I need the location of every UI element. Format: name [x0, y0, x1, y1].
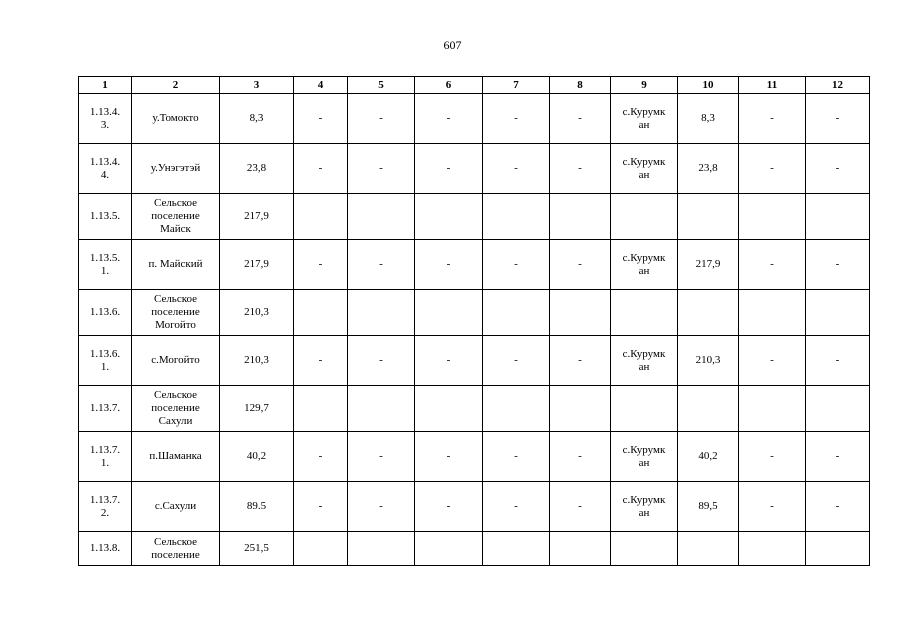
- column-header-3: 3: [220, 77, 294, 94]
- table-cell-col-10: 210,3: [678, 336, 739, 386]
- table-row: [79, 290, 870, 336]
- table-cell-col-1: 1.13.7. 2.: [79, 482, 132, 532]
- table-cell-col-3: 40,2: [220, 432, 294, 482]
- table-cell-col-8: -: [550, 94, 611, 144]
- table-cell-col-7: [483, 386, 550, 432]
- table-cell-col-1: 1.13.4. 3.: [79, 94, 132, 144]
- table-cell-col-4: -: [294, 144, 348, 194]
- table-cell-col-11: -: [739, 432, 806, 482]
- table-cell-col-9: с.Курумк ан: [611, 336, 678, 386]
- table-cell-col-12: [806, 386, 870, 432]
- table-cell-col-2: у.Унэгэтэй: [132, 144, 220, 194]
- table-cell-col-11: -: [739, 482, 806, 532]
- table-cell-col-9: с.Курумк ан: [611, 482, 678, 532]
- table-cell-col-5: [348, 290, 415, 336]
- table-cell-col-9: [611, 194, 678, 240]
- table-cell-col-3: 217,9: [220, 240, 294, 290]
- table-row: [79, 194, 870, 240]
- table-cell-col-3: 8,3: [220, 94, 294, 144]
- table-cell-col-7: -: [483, 336, 550, 386]
- table-cell-col-8: -: [550, 144, 611, 194]
- table-cell-col-9: [611, 532, 678, 566]
- table-cell-col-8: [550, 386, 611, 432]
- table-cell-col-4: [294, 194, 348, 240]
- table-cell-col-1: 1.13.5.: [79, 194, 132, 240]
- table-cell-col-10: [678, 194, 739, 240]
- table-cell-col-7: -: [483, 144, 550, 194]
- table-cell-col-5: -: [348, 482, 415, 532]
- table-cell-col-8: -: [550, 482, 611, 532]
- table-row: [79, 336, 870, 386]
- table-cell-col-6: -: [415, 240, 483, 290]
- table-cell-col-11: [739, 290, 806, 336]
- table-cell-col-12: -: [806, 432, 870, 482]
- table-cell-col-10: [678, 290, 739, 336]
- table-cell-col-10: [678, 532, 739, 566]
- page-number: 607: [443, 38, 462, 52]
- table-cell-col-9: с.Курумк ан: [611, 432, 678, 482]
- table-cell-col-10: 40,2: [678, 432, 739, 482]
- column-header-5: 5: [348, 77, 415, 94]
- table-cell-col-8: [550, 194, 611, 240]
- table-cell-col-2: Сельское поселение Сахули: [132, 386, 220, 432]
- table-cell-col-6: -: [415, 144, 483, 194]
- table-cell-col-6: -: [415, 94, 483, 144]
- column-header-1: 1: [79, 77, 132, 94]
- table-cell-col-7: -: [483, 432, 550, 482]
- table-cell-col-4: -: [294, 94, 348, 144]
- table-cell-col-2: п. Майский: [132, 240, 220, 290]
- table-cell-col-5: [348, 386, 415, 432]
- table-cell-col-2: Сельское поселение Могойто: [132, 290, 220, 336]
- table-cell-col-4: -: [294, 240, 348, 290]
- table-cell-col-8: -: [550, 336, 611, 386]
- column-header-8: 8: [550, 77, 611, 94]
- table-cell-col-6: [415, 194, 483, 240]
- table-row: [79, 432, 870, 482]
- table-cell-col-2: с.Могойто: [132, 336, 220, 386]
- table-cell-col-7: [483, 290, 550, 336]
- table-cell-col-3: 217,9: [220, 194, 294, 240]
- table-cell-col-9: [611, 290, 678, 336]
- table-cell-col-12: [806, 532, 870, 566]
- table-row: [79, 240, 870, 290]
- table-cell-col-3: 251,5: [220, 532, 294, 566]
- table-cell-col-6: [415, 532, 483, 566]
- table-cell-col-7: -: [483, 482, 550, 532]
- table-cell-col-11: -: [739, 240, 806, 290]
- column-header-11: 11: [739, 77, 806, 94]
- column-header-6: 6: [415, 77, 483, 94]
- table-cell-col-4: [294, 386, 348, 432]
- table-cell-col-2: п.Шаманка: [132, 432, 220, 482]
- table-cell-col-12: -: [806, 482, 870, 532]
- table-cell-col-10: 217,9: [678, 240, 739, 290]
- table-cell-col-2: Сельское поселение Майск: [132, 194, 220, 240]
- table-header: [79, 77, 870, 94]
- table-cell-col-5: -: [348, 432, 415, 482]
- header-row: [79, 77, 870, 94]
- table-cell-col-12: -: [806, 144, 870, 194]
- table-cell-col-2: у.Томокто: [132, 94, 220, 144]
- table-cell-col-3: 89.5: [220, 482, 294, 532]
- table-cell-col-11: [739, 532, 806, 566]
- table-cell-col-9: [611, 386, 678, 432]
- table-cell-col-7: [483, 532, 550, 566]
- table-cell-col-5: -: [348, 94, 415, 144]
- column-header-7: 7: [483, 77, 550, 94]
- table-cell-col-4: -: [294, 432, 348, 482]
- table-cell-col-4: -: [294, 336, 348, 386]
- table-cell-col-10: 89,5: [678, 482, 739, 532]
- data-table: [78, 76, 870, 566]
- table-cell-col-5: -: [348, 336, 415, 386]
- table-cell-col-10: 8,3: [678, 94, 739, 144]
- table-cell-col-6: [415, 290, 483, 336]
- table-cell-col-10: 23,8: [678, 144, 739, 194]
- table-cell-col-6: [415, 386, 483, 432]
- table-cell-col-2: с.Сахули: [132, 482, 220, 532]
- table-cell-col-8: -: [550, 432, 611, 482]
- table-cell-col-1: 1.13.6.: [79, 290, 132, 336]
- column-header-2: 2: [132, 77, 220, 94]
- table-cell-col-12: -: [806, 336, 870, 386]
- table-cell-col-3: 210,3: [220, 290, 294, 336]
- table-cell-col-12: [806, 194, 870, 240]
- table-cell-col-5: [348, 194, 415, 240]
- table-cell-col-9: с.Курумк ан: [611, 94, 678, 144]
- table-cell-col-4: [294, 532, 348, 566]
- table-cell-col-1: 1.13.7. 1.: [79, 432, 132, 482]
- table-cell-col-1: 1.13.4. 4.: [79, 144, 132, 194]
- table-row: [79, 386, 870, 432]
- column-header-12: 12: [806, 77, 870, 94]
- table-cell-col-2: Сельское поселение: [132, 532, 220, 566]
- column-header-4: 4: [294, 77, 348, 94]
- table-cell-col-11: -: [739, 336, 806, 386]
- table-row: [79, 532, 870, 566]
- table-row: [79, 482, 870, 532]
- table-cell-col-7: -: [483, 94, 550, 144]
- column-header-10: 10: [678, 77, 739, 94]
- table-cell-col-10: [678, 386, 739, 432]
- table-cell-col-1: 1.13.8.: [79, 532, 132, 566]
- table-cell-col-12: -: [806, 240, 870, 290]
- table-cell-col-11: [739, 194, 806, 240]
- table-cell-col-6: -: [415, 482, 483, 532]
- table-cell-col-5: -: [348, 240, 415, 290]
- table-cell-col-1: 1.13.7.: [79, 386, 132, 432]
- table-cell-col-4: -: [294, 482, 348, 532]
- table-cell-col-3: 23,8: [220, 144, 294, 194]
- table-cell-col-12: -: [806, 94, 870, 144]
- table-cell-col-1: 1.13.5. 1.: [79, 240, 132, 290]
- table-cell-col-8: -: [550, 240, 611, 290]
- table-cell-col-6: -: [415, 336, 483, 386]
- table-cell-col-5: [348, 532, 415, 566]
- table-cell-col-6: -: [415, 432, 483, 482]
- table-cell-col-12: [806, 290, 870, 336]
- table-cell-col-11: [739, 386, 806, 432]
- table-body: [79, 94, 870, 566]
- table-cell-col-5: -: [348, 144, 415, 194]
- column-header-9: 9: [611, 77, 678, 94]
- table-cell-col-7: -: [483, 240, 550, 290]
- table-cell-col-9: с.Курумк ан: [611, 144, 678, 194]
- table-cell-col-4: [294, 290, 348, 336]
- table-cell-col-8: [550, 532, 611, 566]
- table-row: [79, 144, 870, 194]
- table-cell-col-9: с.Курумк ан: [611, 240, 678, 290]
- table-cell-col-7: [483, 194, 550, 240]
- table-cell-col-3: 210,3: [220, 336, 294, 386]
- table-cell-col-8: [550, 290, 611, 336]
- table-cell-col-3: 129,7: [220, 386, 294, 432]
- table-cell-col-11: -: [739, 144, 806, 194]
- table-cell-col-1: 1.13.6. 1.: [79, 336, 132, 386]
- table-cell-col-11: -: [739, 94, 806, 144]
- table-row: [79, 94, 870, 144]
